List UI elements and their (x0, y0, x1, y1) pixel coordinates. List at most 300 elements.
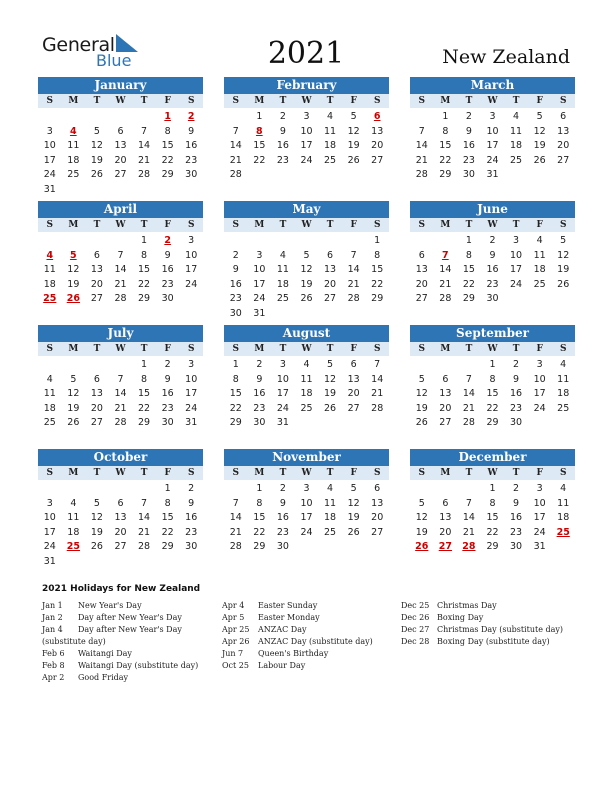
day-number: 1 (489, 483, 496, 494)
day-number: 21 (229, 154, 242, 166)
weekday-label: F (164, 468, 171, 478)
day-number: 8 (489, 497, 496, 509)
day-number: 11 (300, 373, 313, 385)
weekday-label: W (301, 344, 312, 354)
day-number: 4 (70, 497, 77, 509)
day-number: 24 (276, 402, 289, 414)
holiday-entry (42, 672, 198, 684)
day-number: 15 (138, 264, 151, 276)
day-number: 3 (188, 359, 195, 370)
day-number: 18 (533, 264, 546, 276)
day-number: 22 (229, 402, 242, 414)
day-number: 10 (43, 512, 56, 524)
weekday-header (38, 94, 203, 108)
day-number: 13 (114, 140, 127, 152)
day-number: 31 (276, 417, 289, 429)
day-number: 15 (138, 388, 151, 400)
empty-cell (271, 234, 295, 249)
day-number: 24 (300, 154, 313, 166)
day-number: 2 (279, 111, 286, 122)
month-name: July (38, 325, 203, 342)
day-number: 20 (347, 388, 360, 400)
weekday-label: T (512, 468, 520, 478)
weekday-label: T (140, 96, 148, 106)
day-number: 4 (46, 373, 53, 385)
day-number: 21 (462, 526, 475, 538)
empty-cell (38, 110, 62, 125)
day-number: 9 (513, 497, 520, 509)
day-number: 7 (141, 497, 148, 509)
weekday-label: M (68, 96, 79, 106)
day-number: 19 (324, 388, 337, 400)
weekday-label: S (187, 344, 195, 354)
day-number: 14 (347, 264, 360, 276)
weekday-label: T (93, 96, 101, 106)
day-number: 14 (229, 512, 242, 524)
weekday-label: T (140, 220, 148, 230)
empty-cell (62, 358, 86, 373)
day-number: 13 (324, 264, 337, 276)
day-number: 23 (462, 154, 475, 166)
day-number: 10 (300, 125, 313, 137)
holiday-column (42, 600, 198, 684)
weekday-header (38, 466, 203, 480)
day-number: 11 (533, 249, 546, 261)
day-number: 15 (486, 512, 499, 524)
logo-text-general: General (42, 34, 115, 56)
holiday-entry (42, 624, 198, 636)
day-number: 7 (418, 125, 425, 137)
day-number: 10 (300, 497, 313, 509)
day-number: 20 (114, 526, 127, 538)
day-number: 30 (462, 169, 475, 181)
holiday-column (222, 600, 373, 672)
empty-cell (38, 482, 62, 497)
day-number: 17 (300, 512, 313, 524)
day-number: 10 (185, 373, 198, 385)
day-number: 11 (67, 512, 80, 524)
day-number: 22 (486, 526, 499, 538)
day-number: 17 (253, 278, 266, 290)
day-number: 15 (161, 140, 174, 152)
holidays-title: 2021 Holidays for New Zealand (42, 584, 201, 594)
weekday-label: M (68, 344, 79, 354)
weekday-label: S (187, 220, 195, 230)
holiday-day: 2 (164, 235, 171, 246)
weekday-label: M (68, 468, 79, 478)
day-number: 23 (185, 526, 198, 538)
empty-cell (62, 110, 86, 125)
day-grid (38, 358, 203, 431)
month-name: June (410, 201, 575, 218)
day-number: 27 (114, 169, 127, 181)
weekday-label: S (46, 468, 54, 478)
day-number: 4 (513, 111, 520, 122)
day-number: 22 (161, 526, 174, 538)
day-number: 2 (513, 483, 520, 494)
day-grid (410, 234, 575, 307)
weekday-header (410, 94, 575, 108)
weekday-label: S (373, 96, 381, 106)
day-number: 22 (161, 154, 174, 166)
day-number: 19 (90, 154, 103, 166)
day-number: 20 (90, 278, 103, 290)
day-number: 5 (93, 497, 100, 509)
day-number: 22 (486, 402, 499, 414)
day-number: 25 (276, 293, 289, 305)
weekday-label: T (326, 468, 334, 478)
holiday-day: 26 (66, 293, 80, 305)
weekday-label: T (93, 468, 101, 478)
day-number: 8 (374, 249, 381, 261)
holiday-name: Waitangi Day (78, 649, 132, 658)
weekday-label: T (279, 468, 287, 478)
day-grid (410, 358, 575, 431)
day-grid (410, 482, 575, 555)
empty-cell (224, 482, 248, 497)
day-number: 2 (465, 111, 472, 122)
day-number: 26 (90, 541, 103, 553)
day-number: 25 (324, 526, 337, 538)
weekday-label: S (373, 344, 381, 354)
weekday-label: T (326, 220, 334, 230)
day-number: 13 (90, 388, 103, 400)
empty-cell (410, 234, 434, 249)
day-number: 28 (138, 169, 151, 181)
day-number: 27 (324, 293, 337, 305)
empty-cell (248, 234, 272, 249)
empty-cell (410, 482, 434, 497)
weekday-label: F (536, 96, 543, 106)
day-number: 5 (418, 497, 425, 509)
weekday-label: S (559, 468, 567, 478)
day-number: 16 (276, 512, 289, 524)
day-number: 19 (347, 512, 360, 524)
day-number: 3 (46, 497, 53, 509)
weekday-header (224, 342, 389, 356)
holiday-entry (42, 612, 198, 624)
holiday-name: Day after New Year's Day (78, 625, 182, 634)
empty-cell (318, 234, 342, 249)
day-number: 12 (300, 264, 313, 276)
day-number: 31 (486, 169, 499, 181)
day-grid (38, 234, 203, 307)
weekday-label: T (140, 468, 148, 478)
month-june (410, 201, 575, 307)
empty-cell (85, 110, 109, 125)
day-number: 24 (43, 169, 56, 181)
day-number: 8 (164, 497, 171, 509)
day-number: 2 (279, 483, 286, 494)
month-february (224, 77, 389, 183)
day-number: 12 (347, 497, 360, 509)
holiday-entry (42, 660, 198, 672)
day-number: 25 (67, 169, 80, 181)
day-number: 6 (442, 497, 449, 509)
empty-cell (132, 110, 156, 125)
weekday-label: T (465, 96, 473, 106)
day-number: 1 (442, 111, 449, 122)
weekday-label: S (232, 220, 240, 230)
weekday-label: F (164, 96, 171, 106)
holiday-entry (222, 600, 373, 612)
day-number: 3 (188, 235, 195, 246)
holiday-date: Apr 5 (222, 613, 245, 622)
day-number: 25 (300, 402, 313, 414)
weekday-label: W (115, 468, 126, 478)
weekday-label: S (418, 220, 426, 230)
day-number: 26 (324, 402, 337, 414)
day-number: 7 (232, 497, 239, 509)
empty-cell (109, 110, 133, 125)
day-number: 13 (415, 264, 428, 276)
day-number: 17 (486, 140, 499, 152)
day-number: 19 (67, 278, 80, 290)
day-number: 13 (439, 388, 452, 400)
weekday-label: S (232, 468, 240, 478)
month-name: November (224, 449, 389, 466)
day-number: 14 (138, 140, 151, 152)
day-number: 15 (371, 264, 384, 276)
empty-cell (38, 234, 62, 249)
weekday-label: S (559, 96, 567, 106)
day-number: 27 (347, 402, 360, 414)
day-number: 13 (439, 512, 452, 524)
day-number: 23 (229, 293, 242, 305)
weekday-label: T (326, 96, 334, 106)
month-march (410, 77, 575, 183)
day-number: 20 (90, 402, 103, 414)
day-number: 14 (462, 388, 475, 400)
day-number: 30 (486, 293, 499, 305)
day-number: 6 (350, 359, 357, 370)
holiday-date: Oct 25 (222, 661, 249, 670)
day-grid (224, 234, 389, 322)
day-number: 5 (560, 235, 567, 246)
day-number: 11 (43, 264, 56, 276)
day-number: 5 (303, 249, 310, 261)
day-number: 25 (324, 154, 337, 166)
day-number: 20 (439, 402, 452, 414)
day-number: 3 (536, 359, 543, 370)
holiday-day: 8 (256, 125, 263, 137)
day-number: 12 (557, 249, 570, 261)
day-number: 20 (439, 526, 452, 538)
weekday-header (410, 466, 575, 480)
holiday-date: Jan 1 (42, 601, 63, 610)
day-number: 7 (117, 249, 124, 261)
weekday-header (38, 342, 203, 356)
day-number: 24 (486, 154, 499, 166)
day-number: 8 (141, 373, 148, 385)
weekday-label: S (187, 468, 195, 478)
day-number: 11 (67, 140, 80, 152)
day-number: 1 (465, 235, 472, 246)
month-september (410, 325, 575, 431)
day-number: 31 (43, 555, 56, 567)
day-number: 6 (117, 497, 124, 509)
day-number: 28 (462, 417, 475, 429)
holiday-column (401, 600, 563, 648)
weekday-header (410, 342, 575, 356)
weekday-label: S (46, 96, 54, 106)
weekday-label: W (487, 96, 498, 106)
weekday-label: S (232, 344, 240, 354)
day-number: 7 (117, 373, 124, 385)
day-number: 30 (510, 541, 523, 553)
day-number: 22 (371, 278, 384, 290)
day-number: 19 (557, 264, 570, 276)
day-number: 30 (510, 417, 523, 429)
day-number: 23 (161, 278, 174, 290)
day-number: 5 (70, 373, 77, 385)
day-number: 26 (415, 417, 428, 429)
empty-cell (342, 234, 366, 249)
day-number: 19 (67, 402, 80, 414)
day-number: 15 (253, 512, 266, 524)
day-number: 30 (161, 293, 174, 305)
day-number: 8 (489, 373, 496, 385)
holiday-entry (222, 648, 373, 660)
holiday-day: 25 (556, 526, 570, 538)
weekday-label: T (465, 468, 473, 478)
day-number: 22 (439, 154, 452, 166)
day-number: 23 (253, 402, 266, 414)
day-number: 18 (67, 154, 80, 166)
weekday-label: T (93, 220, 101, 230)
empty-cell (38, 358, 62, 373)
weekday-label: M (68, 220, 79, 230)
day-number: 22 (462, 278, 475, 290)
weekday-label: W (301, 96, 312, 106)
day-number: 21 (138, 154, 151, 166)
day-number: 13 (371, 125, 384, 137)
day-number: 3 (303, 111, 310, 122)
day-grid (224, 110, 389, 183)
holiday-entry (42, 648, 198, 660)
day-number: 31 (185, 417, 198, 429)
day-number: 5 (418, 373, 425, 385)
holiday-day: 25 (66, 541, 80, 553)
day-number: 11 (557, 373, 570, 385)
empty-cell (295, 234, 319, 249)
day-number: 17 (276, 388, 289, 400)
day-number: 22 (253, 526, 266, 538)
day-number: 16 (161, 388, 174, 400)
holiday-name: Christmas Day (437, 601, 497, 610)
day-number: 29 (253, 541, 266, 553)
day-number: 12 (347, 125, 360, 137)
day-number: 23 (276, 154, 289, 166)
month-name: April (38, 201, 203, 218)
day-number: 7 (350, 249, 357, 261)
month-may (224, 201, 389, 322)
day-number: 12 (67, 388, 80, 400)
weekday-label: T (465, 220, 473, 230)
day-number: 30 (253, 417, 266, 429)
day-number: 15 (462, 264, 475, 276)
day-number: 3 (279, 359, 286, 370)
holiday-entry (401, 600, 563, 612)
empty-cell (434, 234, 458, 249)
day-number: 17 (510, 264, 523, 276)
weekday-label: T (140, 344, 148, 354)
day-number: 22 (138, 402, 151, 414)
day-number: 21 (114, 402, 127, 414)
day-number: 13 (90, 264, 103, 276)
day-number: 29 (462, 293, 475, 305)
day-number: 14 (462, 512, 475, 524)
day-number: 17 (300, 140, 313, 152)
day-number: 9 (188, 497, 195, 509)
empty-cell (85, 358, 109, 373)
empty-cell (85, 482, 109, 497)
day-number: 29 (161, 541, 174, 553)
day-number: 24 (253, 293, 266, 305)
logo-text-blue: Blue (96, 51, 132, 70)
weekday-header (38, 218, 203, 232)
weekday-label: W (115, 96, 126, 106)
month-august (224, 325, 389, 431)
day-number: 6 (327, 249, 334, 261)
day-number: 19 (415, 526, 428, 538)
day-number: 3 (536, 483, 543, 494)
month-name: August (224, 325, 389, 342)
day-number: 2 (489, 235, 496, 246)
weekday-label: S (373, 220, 381, 230)
day-number: 20 (324, 278, 337, 290)
day-number: 1 (164, 483, 171, 494)
weekday-label: F (164, 344, 171, 354)
day-number: 8 (442, 125, 449, 137)
weekday-label: S (46, 344, 54, 354)
day-number: 13 (371, 497, 384, 509)
day-number: 15 (439, 140, 452, 152)
weekday-label: F (536, 220, 543, 230)
month-name: May (224, 201, 389, 218)
holiday-entry (222, 624, 373, 636)
day-number: 10 (276, 373, 289, 385)
day-number: 6 (560, 111, 567, 122)
empty-cell (434, 482, 458, 497)
weekday-label: T (279, 344, 287, 354)
holiday-name: Labour Day (258, 661, 306, 670)
day-number: 12 (415, 388, 428, 400)
day-number: 4 (327, 111, 334, 122)
day-grid (410, 110, 575, 183)
day-number: 2 (188, 483, 195, 494)
holiday-date: Apr 4 (222, 601, 245, 610)
day-number: 15 (229, 388, 242, 400)
day-number: 16 (462, 140, 475, 152)
day-number: 6 (418, 249, 425, 261)
weekday-label: T (512, 344, 520, 354)
day-number: 10 (533, 497, 546, 509)
day-number: 18 (557, 512, 570, 524)
empty-cell (457, 482, 481, 497)
weekday-label: W (487, 344, 498, 354)
holiday-day: 4 (46, 249, 54, 261)
weekday-label: F (536, 468, 543, 478)
day-number: 18 (43, 278, 56, 290)
day-number: 4 (560, 483, 567, 494)
empty-cell (62, 482, 86, 497)
day-number: 19 (90, 526, 103, 538)
day-number: 12 (67, 264, 80, 276)
day-number: 2 (164, 359, 171, 370)
day-number: 15 (253, 140, 266, 152)
day-number: 11 (324, 125, 337, 137)
